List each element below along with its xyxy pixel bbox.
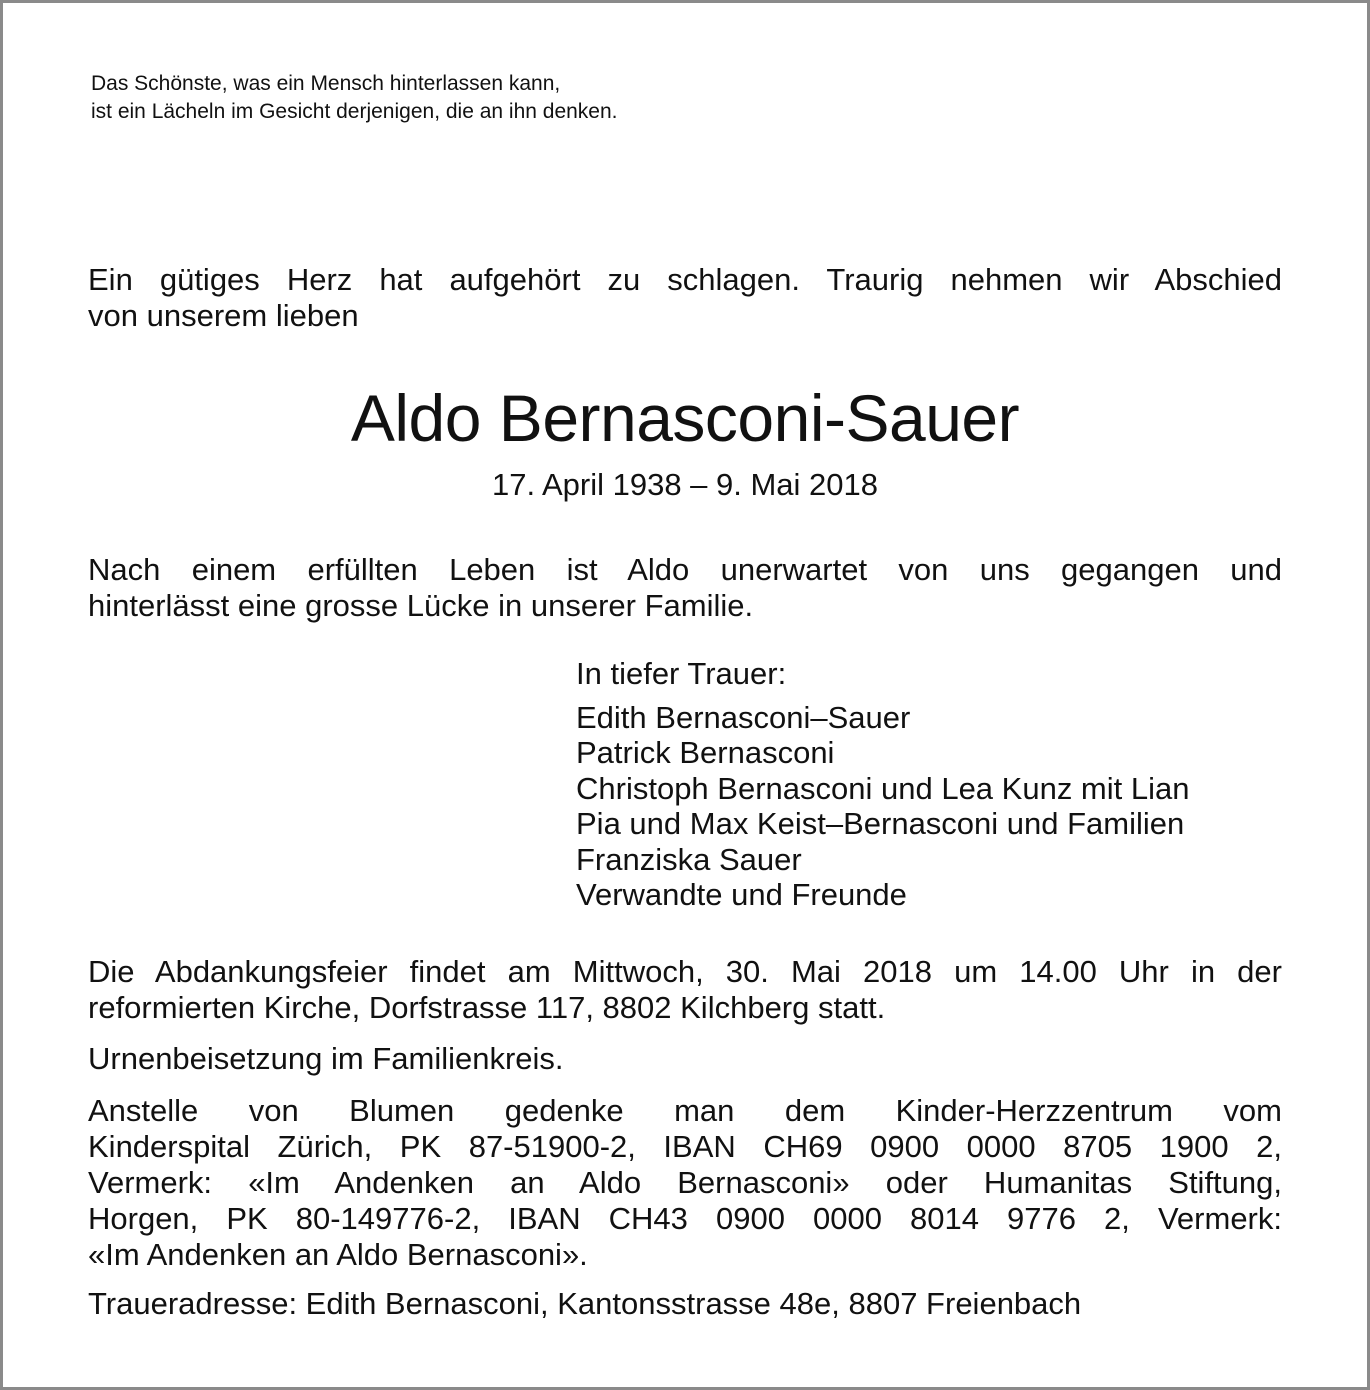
donation-paragraph	[88, 1093, 1282, 1273]
tribute-line-2: hinterlässt eine grosse Lücke in unserer Familie.	[88, 588, 754, 623]
motto-quote	[91, 70, 991, 126]
deceased-name: Aldo Bernasconi-Sauer	[350, 381, 1020, 455]
ceremony-line-1: Die Abdankungsfeier findet am Mittwoch, 30. Mai 2018 um 14.00 Uhr in der	[88, 954, 1282, 989]
donation-line-2: Kinderspital Zürich, PK 87-51900-2, IBAN CH69 0900 0000 8705 1900 2,	[88, 1129, 1282, 1164]
mourner-name: Pia und Max Keist–Bernasconi und Familien	[576, 806, 1185, 841]
mourner-name: Christoph Bernasconi und Lea Kunz mit Lian	[576, 770, 1190, 806]
address-paragraph	[88, 1286, 1282, 1322]
donation-line-5: «Im Andenken an Aldo Bernasconi».	[88, 1237, 588, 1272]
tribute-line-1: Nach einem erfüllten Leben ist Aldo unerwartet von uns gegangen und	[88, 552, 1282, 587]
intro-line-2: von unserem lieben	[88, 298, 359, 333]
mourner-name: Franziska Sauer	[576, 841, 802, 877]
mourners-heading: In tiefer Trauer:	[576, 656, 787, 691]
life-dates: 17. April 1938 – 9. Mai 2018	[491, 467, 879, 502]
donation-line-1: Anstelle von Blumen gedenke man dem Kinder-Herzzentrum vom	[88, 1093, 1282, 1128]
motto-line-1: Das Schönste, was ein Mensch hinterlassen kann,	[91, 72, 561, 95]
mourning-address: Traueradresse: Edith Bernasconi, Kantonsstrasse 48e, 8807 Freienbach	[88, 1286, 1082, 1321]
tribute-paragraph	[88, 552, 1282, 624]
ceremony-paragraph	[88, 954, 1282, 1026]
burial-text: Urnenbeisetzung im Familienkreis.	[88, 1041, 564, 1076]
ceremony-line-2: reformierten Kirche, Dorfstrasse 117, 8802 Kilchberg statt.	[88, 990, 886, 1025]
mourner-name: Edith Bernasconi–Sauer	[576, 699, 911, 735]
donation-line-3: Vermerk: «Im Andenken an Aldo Bernasconi» oder Humanitas Stiftung,	[88, 1165, 1282, 1200]
intro-paragraph	[88, 262, 1282, 334]
mourner-name: Patrick Bernasconi	[576, 735, 835, 770]
burial-paragraph	[88, 1041, 1282, 1077]
donation-line-4: Horgen, PK 80-149776-2, IBAN CH43 0900 0000 8014 9776 2, Vermerk:	[88, 1201, 1282, 1236]
motto-line-2: ist ein Lächeln im Gesicht derjenigen, die an ihn denken.	[91, 100, 618, 123]
intro-line-1: Ein gütiges Herz hat aufgehört zu schlagen. Traurig nehmen wir Abschied	[88, 262, 1282, 297]
mourners-block	[576, 656, 1189, 913]
mourner-name: Verwandte und Freunde	[576, 877, 907, 912]
